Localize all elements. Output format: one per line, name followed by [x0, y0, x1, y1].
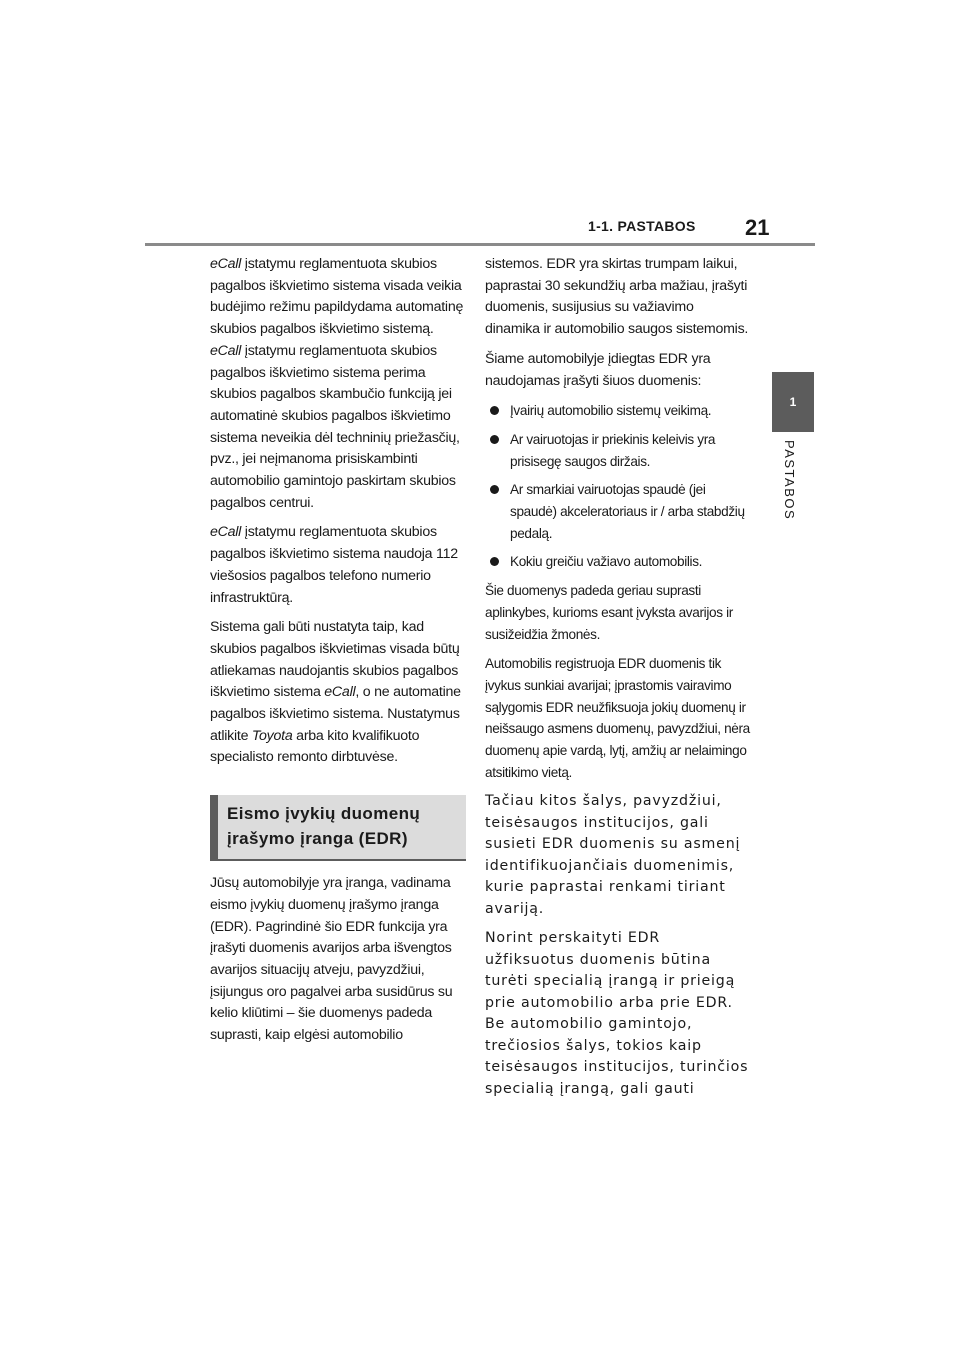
section-title: 1-1. PASTABOS: [588, 218, 696, 234]
chapter-number: 1: [789, 395, 797, 409]
list-item: Ar vairuotojas ir priekinis keleivis yra prisisegę saugos diržais.: [485, 429, 750, 472]
ecall-term: eCall: [324, 684, 356, 701]
chapter-tab[interactable]: [772, 372, 814, 432]
list-item: Kokiu greičiu važiavo automobilis.: [485, 551, 750, 573]
ecall-term: eCall: [210, 256, 242, 272]
header-divider: [145, 243, 815, 246]
brand-term: Toyota: [251, 727, 293, 744]
paragraph-edr-records: Šiame automobilyje įdiegtas EDR yra naudojamas įrašyti šiuos duomenis:: [485, 350, 711, 389]
paragraph-ecall-settings: Sistema gali būti nustatyta taip, kad skubios pagalbos iškvietimas visada būtų atliekamas naudojantis skubios pagalbos iškvietimo sistema eCall, o ne automatine pagalbos iškvietimo sistema. Nustatymus atlikite Toyota arba kito kvalifikuoto specialisto remonto dirbtuvėse.: [210, 619, 461, 766]
paragraph-edr-third-parties: Tačiau kitos šalys, pavyzdžiui, teisėsaugos institucijos, gali susieti EDR duomenis su asmenį identifikuojančiais duomenimis, kurie paprastai renkami tiriant avariją.: [485, 793, 741, 917]
chapter-label: PASTABOS: [782, 440, 797, 521]
paragraph-edr-privacy: Automobilis registruoja EDR duomenis tik įvykus sunkiai avarijai; įprastomis vairavimo sąlygomis EDR neužfiksuoja jokių duomenų ir neišsaugo asmens duomenų, pavyzdžiui, nėra duomenų apie vardą, lytį, amžių ar nelaimingo atsitikimo vietą.: [485, 656, 750, 780]
page-number: 21: [745, 215, 770, 240]
ecall-term: eCall: [210, 524, 242, 541]
paragraph-edr-understanding: Šie duomenys padeda geriau suprasti aplinkybes, kurioms esant įvyksta avarijos ir susižeidžia žmonės.: [485, 583, 733, 642]
list-item: Įvairių automobilio sistemų veikimą.: [485, 400, 750, 422]
right-column: [485, 254, 750, 1108]
paragraph-edr-access: Norint perskaityti EDR užfiksuotus duomenis būtina turėti specialią įrangą ir prieigą prie automobilio arba prie EDR. Be automobilio gamintojo, trečiosios šalys, tokios kaip teisėsaugos institucijos, turinčios specialią įrangą, gali gauti: [485, 930, 749, 1097]
list-item: Ar smarkiai vairuotojas spaudė (jei spaudė) akceleratoriaus ir / arba stabdžių pedalą.: [485, 479, 750, 544]
edr-heading-box: [210, 795, 466, 861]
paragraph-edr-intro: Jūsų automobilyje yra įranga, vadinama eismo įvykių duomenų įrašymo įranga (EDR). Pagrindinė šio EDR funkcija yra įrašyti duomenis avarijos arba išvengtos avarijos situacijų atveju, pavyzdžiui, įsijungus oro pagalvei arba susidūrus su kelio kliūtimi – šie duomenys padeda suprasti, kaip elgėsi automobilio: [210, 875, 453, 1044]
paragraph-ecall-112: eCall įstatymu reglamentuota skubios pagalbos iškvietimo sistema naudoja 112 viešosios pagalbos telefono numerio infrastruktūrą.: [210, 524, 458, 606]
ecall-term: eCall: [210, 342, 242, 359]
paragraph-ecall-intro: eCall įstatymu reglamentuota skubios pagalbos iškvietimo sistema visada veikia budėjimo režimu papildydama automatinę skubios pagalbos iškvietimo sistemą. eCall įstatymu reglamentuota skubios pagalbos iškvietimo sistema perima skubios pagalbos skambučio funkciją jei automatinė skubios pagalbos iškvietimo sistema neveikia dėl techninių priežasčių, pvz., jei neįmanoma prisiskambinti automobilio gamintojo paskirtam skubios pagalbos centrui.: [210, 256, 464, 511]
left-column: [210, 254, 468, 1055]
edr-heading: Eismo įvykių duomenų įrašymo įranga (EDR): [227, 804, 421, 849]
paragraph-edr-purpose: sistemos. EDR yra skirtas trumpam laikui, paprastai 30 sekundžių arba mažiau, įrašyti duomenis, susijusius su važiavimo dinamika ir automobilio saugos sistemomis.: [485, 256, 749, 338]
